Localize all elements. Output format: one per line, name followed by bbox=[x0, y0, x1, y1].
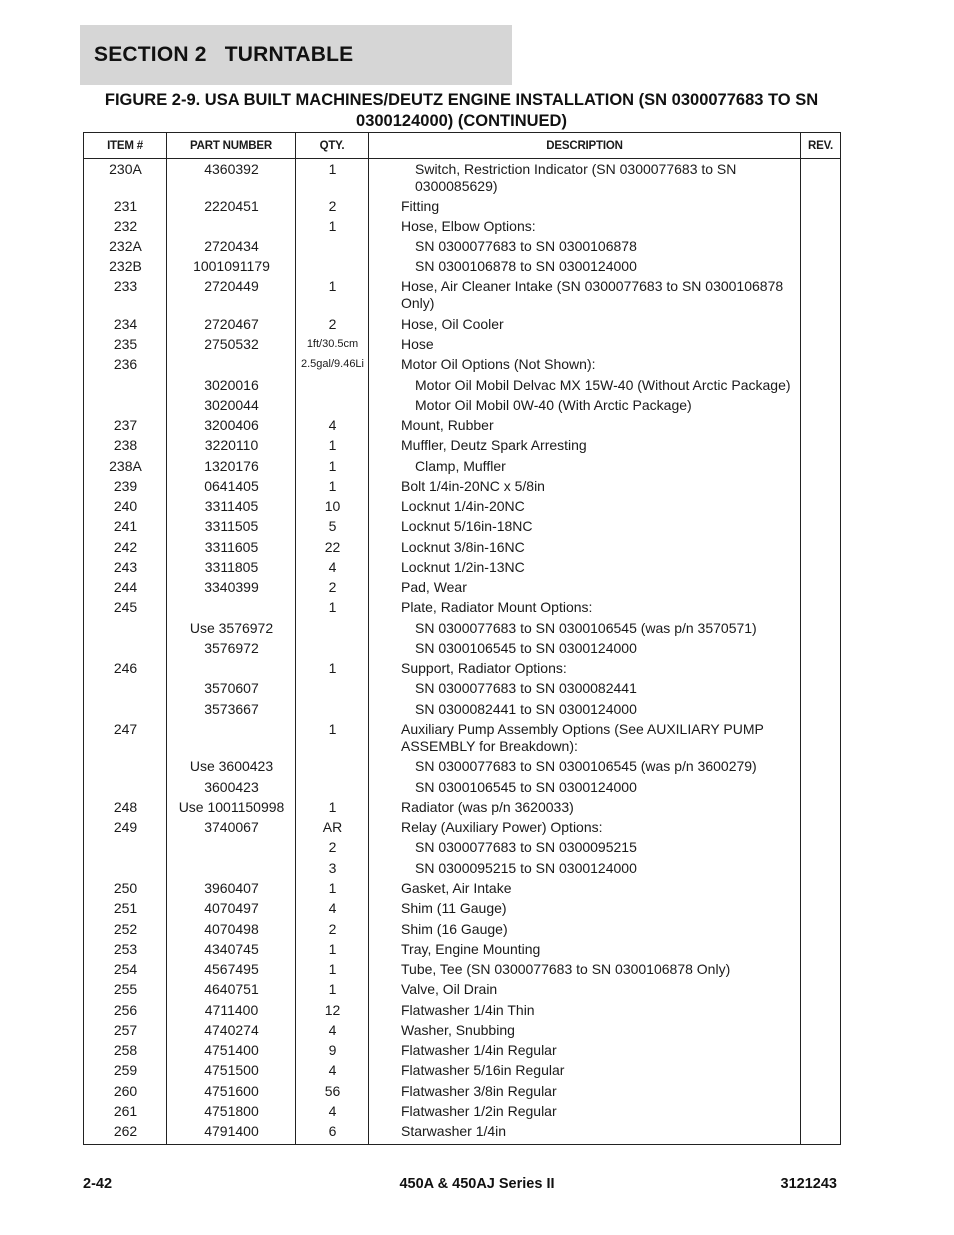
description-cell: SN 0300095215 to SN 0300124000 bbox=[415, 860, 637, 876]
qty-cell: 12 bbox=[324, 1002, 341, 1018]
part-number-cell: 4791400 bbox=[204, 1123, 259, 1139]
part-number-cell bbox=[167, 839, 296, 860]
qty-cell: 1 bbox=[328, 458, 337, 474]
description-cell: Tray, Engine Mounting bbox=[401, 941, 541, 957]
footer-page-number: 2-42 bbox=[83, 1176, 113, 1192]
qty-cell: 1 bbox=[328, 599, 337, 615]
footer-model: 450A & 450AJ Series II bbox=[399, 1176, 555, 1192]
part-number-cell: 3960407 bbox=[204, 880, 259, 896]
item-number-cell bbox=[84, 397, 167, 417]
description-cell: Flatwasher 3/8in Regular bbox=[401, 1083, 557, 1099]
qty-cell: 9 bbox=[328, 1042, 337, 1058]
table-row bbox=[84, 518, 840, 539]
rev-cell bbox=[801, 779, 840, 799]
header-item: ITEM # bbox=[84, 133, 167, 158]
qty-cell bbox=[296, 620, 369, 640]
item-number-cell: 257 bbox=[113, 1022, 138, 1038]
table-row bbox=[84, 1103, 840, 1123]
part-number-cell: 3311505 bbox=[204, 518, 259, 534]
item-number-cell: 254 bbox=[113, 961, 138, 977]
rev-cell bbox=[801, 458, 840, 478]
qty-cell bbox=[296, 680, 369, 701]
table-row bbox=[84, 498, 840, 518]
part-number-cell: 3573667 bbox=[204, 701, 259, 717]
qty-cell: 3 bbox=[328, 860, 337, 876]
rev-cell bbox=[801, 161, 840, 198]
part-number-cell bbox=[167, 721, 296, 758]
description-cell: SN 0300082441 to SN 0300124000 bbox=[415, 701, 637, 717]
table-row bbox=[84, 1062, 840, 1083]
part-number-cell: 3340399 bbox=[204, 579, 259, 595]
description-cell: SN 0300077683 to SN 0300106545 (was p/n 3570571) bbox=[415, 620, 757, 636]
description-cell: Hose bbox=[401, 336, 434, 352]
part-number-cell: 3311805 bbox=[204, 559, 259, 575]
rev-cell bbox=[801, 417, 840, 437]
rev-cell bbox=[801, 640, 840, 660]
table-row bbox=[84, 880, 840, 900]
part-number-cell: 4711400 bbox=[204, 1002, 259, 1018]
table-row bbox=[84, 620, 840, 640]
item-number-cell bbox=[84, 758, 167, 779]
description-cell: Washer, Snubbing bbox=[401, 1022, 515, 1038]
table-row bbox=[84, 721, 840, 758]
header-qty: QTY. bbox=[296, 133, 369, 158]
qty-cell bbox=[296, 238, 369, 258]
description-cell: SN 0300106545 to SN 0300124000 bbox=[415, 640, 637, 656]
table-row bbox=[84, 1083, 840, 1103]
table-row bbox=[84, 839, 840, 860]
description-cell: Motor Oil Mobil Delvac MX 15W-40 (Without Arctic Package) bbox=[415, 377, 791, 393]
table-row bbox=[84, 218, 840, 238]
description-cell: Starwasher 1/4in bbox=[401, 1123, 507, 1139]
rev-cell bbox=[801, 579, 840, 599]
rev-cell bbox=[801, 1123, 840, 1143]
rev-cell bbox=[801, 377, 840, 397]
item-number-cell: 248 bbox=[113, 799, 138, 815]
description-cell: Plate, Radiator Mount Options: bbox=[401, 599, 593, 615]
rev-cell bbox=[801, 941, 840, 961]
part-number-cell: 3200406 bbox=[204, 417, 259, 433]
rev-cell bbox=[801, 498, 840, 518]
item-number-cell: 238A bbox=[109, 458, 142, 474]
description-cell: Hose, Air Cleaner Intake (SN 0300077683 to SN 0300106878 Only) bbox=[401, 278, 784, 311]
part-number-cell bbox=[167, 599, 296, 620]
table-row bbox=[84, 356, 840, 377]
description-cell: Motor Oil Options (Not Shown): bbox=[401, 356, 596, 372]
description-cell: Hose, Elbow Options: bbox=[401, 218, 536, 234]
part-number-cell: 4740274 bbox=[204, 1022, 259, 1038]
description-cell: Shim (16 Gauge) bbox=[401, 921, 508, 937]
description-cell: Mount, Rubber bbox=[401, 417, 494, 433]
qty-cell bbox=[296, 397, 369, 417]
qty-cell: 4 bbox=[328, 1022, 337, 1038]
item-number-cell: 232A bbox=[109, 238, 142, 254]
part-number-cell: 3600423 bbox=[204, 779, 259, 795]
description-cell: Pad, Wear bbox=[401, 579, 467, 595]
part-number-cell: 3570607 bbox=[204, 680, 259, 696]
part-number-cell: Use 1001150998 bbox=[178, 799, 285, 815]
table-row bbox=[84, 198, 840, 218]
item-number-cell: 236 bbox=[113, 356, 138, 372]
part-number-cell: 4751800 bbox=[204, 1103, 259, 1119]
part-number-cell: 4340745 bbox=[204, 941, 259, 957]
item-number-cell: 245 bbox=[113, 599, 138, 615]
item-number-cell: 237 bbox=[113, 417, 138, 433]
item-number-cell bbox=[84, 620, 167, 640]
rev-cell bbox=[801, 559, 840, 579]
qty-cell: 2 bbox=[328, 839, 337, 855]
description-cell: Bolt 1/4in-20NC x 5/8in bbox=[401, 478, 545, 494]
description-cell: SN 0300077683 to SN 0300106878 bbox=[415, 238, 637, 254]
table-header bbox=[84, 133, 840, 159]
qty-cell: 56 bbox=[324, 1083, 341, 1099]
qty-cell bbox=[296, 779, 369, 799]
table-row bbox=[84, 941, 840, 961]
description-cell: Support, Radiator Options: bbox=[401, 660, 567, 676]
table-row bbox=[84, 1022, 840, 1042]
item-number-cell bbox=[84, 640, 167, 660]
description-cell: Flatwasher 1/4in Regular bbox=[401, 1042, 557, 1058]
rev-cell bbox=[801, 900, 840, 921]
rev-cell bbox=[801, 218, 840, 238]
table-row bbox=[84, 779, 840, 799]
item-number-cell: 241 bbox=[113, 518, 138, 534]
qty-cell: 1 bbox=[328, 799, 337, 815]
item-number-cell: 234 bbox=[113, 316, 138, 332]
rev-cell bbox=[801, 336, 840, 356]
rev-cell bbox=[801, 1022, 840, 1042]
table-row bbox=[84, 539, 840, 559]
description-cell: SN 0300077683 to SN 0300082441 bbox=[415, 680, 637, 696]
rev-cell bbox=[801, 599, 840, 620]
description-cell: Valve, Oil Drain bbox=[401, 981, 498, 997]
item-number-cell: 261 bbox=[113, 1103, 138, 1119]
item-number-cell: 239 bbox=[113, 478, 138, 494]
part-number-cell: 3740067 bbox=[204, 819, 259, 835]
rev-cell bbox=[801, 921, 840, 941]
qty-cell: 1 bbox=[328, 218, 337, 234]
description-cell: Locknut 1/4in-20NC bbox=[401, 498, 525, 514]
part-number-cell: 4567495 bbox=[204, 961, 259, 977]
table-row bbox=[84, 258, 840, 278]
qty-cell: 1 bbox=[328, 478, 337, 494]
qty-cell: 1 bbox=[328, 880, 337, 896]
description-cell: SN 0300106545 to SN 0300124000 bbox=[415, 779, 637, 795]
qty-cell: 1ft/30.5cm bbox=[306, 338, 359, 350]
table-row bbox=[84, 278, 840, 316]
item-number-cell: 251 bbox=[113, 900, 138, 916]
rev-cell bbox=[801, 518, 840, 539]
qty-cell: 4 bbox=[328, 1062, 337, 1078]
qty-cell: 1 bbox=[328, 941, 337, 957]
description-cell: Flatwasher 5/16in Regular bbox=[401, 1062, 565, 1078]
table-row bbox=[84, 921, 840, 941]
table-row bbox=[84, 437, 840, 458]
qty-cell: 6 bbox=[328, 1123, 337, 1139]
qty-cell: 1 bbox=[328, 721, 337, 737]
rev-cell bbox=[801, 238, 840, 258]
rev-cell bbox=[801, 799, 840, 819]
part-number-cell: 4751400 bbox=[204, 1042, 259, 1058]
item-number-cell: 233 bbox=[113, 278, 138, 294]
part-number-cell bbox=[167, 218, 296, 238]
item-number-cell: 253 bbox=[113, 941, 138, 957]
item-number-cell: 242 bbox=[113, 539, 138, 555]
description-cell: SN 0300077683 to SN 0300106545 (was p/n 3600279) bbox=[415, 758, 757, 774]
description-cell: Relay (Auxiliary Power) Options: bbox=[401, 819, 603, 835]
item-number-cell bbox=[84, 779, 167, 799]
description-cell: Switch, Restriction Indicator (SN 0300077683 to SN 0300085629) bbox=[415, 161, 737, 194]
qty-cell: 1 bbox=[328, 660, 337, 676]
item-number-cell: 246 bbox=[113, 660, 138, 676]
table-row bbox=[84, 1002, 840, 1022]
figure-title: FIGURE 2-9. USA BUILT MACHINES/DEUTZ ENGINE INSTALLATION (SN 0300077683 TO SN 0300124000) (CONTINUED) bbox=[104, 91, 819, 130]
qty-cell bbox=[296, 258, 369, 278]
description-cell: Hose, Oil Cooler bbox=[401, 316, 504, 332]
rev-cell bbox=[801, 397, 840, 417]
table-row bbox=[84, 559, 840, 579]
rev-cell bbox=[801, 839, 840, 860]
part-number-cell: 4070497 bbox=[204, 900, 259, 916]
rev-cell bbox=[801, 1103, 840, 1123]
item-number-cell bbox=[84, 839, 167, 860]
description-cell: Fitting bbox=[401, 198, 440, 214]
item-number-cell: 235 bbox=[113, 336, 138, 352]
item-number-cell: 231 bbox=[113, 198, 138, 214]
table-row bbox=[84, 819, 840, 839]
item-number-cell: 255 bbox=[113, 981, 138, 997]
qty-cell: 1 bbox=[328, 961, 337, 977]
qty-cell: 1 bbox=[328, 278, 337, 294]
rev-cell bbox=[801, 1062, 840, 1083]
item-number-cell: 232B bbox=[109, 258, 142, 274]
part-number-cell: 3020016 bbox=[204, 377, 259, 393]
item-number-cell: 240 bbox=[113, 498, 138, 514]
qty-cell: 2 bbox=[328, 579, 337, 595]
table-row bbox=[84, 316, 840, 336]
item-number-cell bbox=[84, 680, 167, 701]
item-number-cell: 252 bbox=[113, 921, 138, 937]
rev-cell bbox=[801, 478, 840, 498]
rev-cell bbox=[801, 819, 840, 839]
description-cell: Locknut 3/8in-16NC bbox=[401, 539, 525, 555]
part-number-cell: 1001091179 bbox=[193, 258, 270, 274]
part-number-cell bbox=[167, 860, 296, 880]
table-row bbox=[84, 900, 840, 921]
part-number-cell: 4751500 bbox=[204, 1062, 259, 1078]
part-number-cell: 2220451 bbox=[204, 198, 259, 214]
description-cell: Radiator (was p/n 3620033) bbox=[401, 799, 574, 815]
table-row bbox=[84, 238, 840, 258]
qty-cell: 22 bbox=[324, 539, 341, 555]
table-body bbox=[84, 159, 840, 1144]
rev-cell bbox=[801, 539, 840, 559]
description-cell: Shim (11 Gauge) bbox=[401, 900, 507, 916]
table-row bbox=[84, 701, 840, 721]
item-number-cell: 259 bbox=[113, 1062, 138, 1078]
qty-cell: 4 bbox=[328, 559, 337, 575]
description-cell: Muffler, Deutz Spark Arresting bbox=[401, 437, 587, 453]
part-number-cell: 2720449 bbox=[204, 278, 259, 294]
item-number-cell: 247 bbox=[113, 721, 138, 737]
rev-cell bbox=[801, 316, 840, 336]
part-number-cell: 1320176 bbox=[204, 458, 259, 474]
description-cell: Auxiliary Pump Assembly Options (See AUXILIARY PUMP ASSEMBLY for Breakdown): bbox=[401, 721, 764, 754]
table-row bbox=[84, 758, 840, 779]
header-part-number: PART NUMBER bbox=[167, 133, 296, 158]
description-cell: Clamp, Muffler bbox=[415, 458, 506, 474]
qty-cell bbox=[296, 758, 369, 779]
qty-cell: 1 bbox=[328, 161, 337, 177]
rev-cell bbox=[801, 1042, 840, 1062]
part-number-cell: 0641405 bbox=[204, 478, 259, 494]
item-number-cell: 243 bbox=[113, 559, 138, 575]
qty-cell: 4 bbox=[328, 417, 337, 433]
table-row bbox=[84, 981, 840, 1002]
part-number-cell: 2750532 bbox=[204, 336, 259, 352]
item-number-cell: 250 bbox=[113, 880, 138, 896]
qty-cell: 2.5gal/9.46Li bbox=[301, 358, 364, 370]
table-row bbox=[84, 336, 840, 356]
table-row bbox=[84, 640, 840, 660]
part-number-cell: Use 3600423 bbox=[189, 758, 274, 774]
description-cell: Flatwasher 1/2in Regular bbox=[401, 1103, 557, 1119]
qty-cell: 2 bbox=[328, 316, 337, 332]
rev-cell bbox=[801, 860, 840, 880]
part-number-cell: 2720467 bbox=[204, 316, 259, 332]
part-number-cell: Use 3576972 bbox=[189, 620, 274, 636]
item-number-cell: 238 bbox=[113, 437, 138, 453]
part-number-cell: 4640751 bbox=[204, 981, 259, 997]
item-number-cell bbox=[84, 860, 167, 880]
rev-cell bbox=[801, 356, 840, 377]
rev-cell bbox=[801, 961, 840, 981]
qty-cell: 10 bbox=[324, 498, 341, 514]
qty-cell: AR bbox=[322, 819, 343, 835]
rev-cell bbox=[801, 721, 840, 758]
rev-cell bbox=[801, 880, 840, 900]
part-number-cell: 4751600 bbox=[204, 1083, 259, 1099]
item-number-cell: 249 bbox=[113, 819, 138, 835]
part-number-cell: 3311405 bbox=[204, 498, 259, 514]
part-number-cell bbox=[167, 356, 296, 377]
rev-cell bbox=[801, 437, 840, 458]
part-number-cell: 4070498 bbox=[204, 921, 259, 937]
qty-cell: 2 bbox=[328, 921, 337, 937]
description-cell: SN 0300106878 to SN 0300124000 bbox=[415, 258, 637, 274]
item-number-cell: 244 bbox=[113, 579, 138, 595]
table-row bbox=[84, 579, 840, 599]
part-number-cell: 3020044 bbox=[204, 397, 259, 413]
qty-cell: 4 bbox=[328, 1103, 337, 1119]
table-row bbox=[84, 1123, 840, 1143]
part-number-cell bbox=[167, 660, 296, 680]
table-row bbox=[84, 961, 840, 981]
item-number-cell: 262 bbox=[113, 1123, 138, 1139]
rev-cell bbox=[801, 258, 840, 278]
item-number-cell: 232 bbox=[113, 218, 138, 234]
rev-cell bbox=[801, 620, 840, 640]
description-cell: Gasket, Air Intake bbox=[401, 880, 512, 896]
part-number-cell: 3220110 bbox=[204, 437, 259, 453]
item-number-cell: 258 bbox=[113, 1042, 138, 1058]
qty-cell bbox=[296, 701, 369, 721]
table-row bbox=[84, 161, 840, 198]
part-number-cell: 2720434 bbox=[204, 238, 259, 254]
table-row bbox=[84, 1042, 840, 1062]
header-description: DESCRIPTION bbox=[369, 133, 801, 158]
description-cell: SN 0300077683 to SN 0300095215 bbox=[415, 839, 637, 855]
table-row bbox=[84, 860, 840, 880]
description-cell: Locknut 5/16in-18NC bbox=[401, 518, 533, 534]
part-number-cell: 4360392 bbox=[204, 161, 259, 177]
rev-cell bbox=[801, 1083, 840, 1103]
item-number-cell bbox=[84, 377, 167, 397]
table-row bbox=[84, 458, 840, 478]
rev-cell bbox=[801, 278, 840, 316]
part-number-cell: 3576972 bbox=[204, 640, 259, 656]
section-title: SECTION 2 TURNTABLE bbox=[94, 43, 354, 66]
qty-cell: 1 bbox=[328, 437, 337, 453]
rev-cell bbox=[801, 981, 840, 1002]
item-number-cell: 256 bbox=[113, 1002, 138, 1018]
table-row bbox=[84, 680, 840, 701]
table-row bbox=[84, 799, 840, 819]
table-row bbox=[84, 660, 840, 680]
qty-cell: 1 bbox=[328, 981, 337, 997]
table-row bbox=[84, 417, 840, 437]
qty-cell: 5 bbox=[328, 518, 337, 534]
header-rev: REV. bbox=[808, 139, 833, 152]
rev-cell bbox=[801, 701, 840, 721]
section-header bbox=[80, 25, 512, 85]
description-cell: Motor Oil Mobil 0W-40 (With Arctic Package) bbox=[415, 397, 692, 413]
description-cell: Locknut 1/2in-13NC bbox=[401, 559, 525, 575]
description-cell: Flatwasher 1/4in Thin bbox=[401, 1002, 535, 1018]
item-number-cell: 260 bbox=[113, 1083, 138, 1099]
item-number-cell: 230A bbox=[109, 161, 142, 177]
qty-cell: 4 bbox=[328, 900, 337, 916]
part-number-cell: 3311605 bbox=[204, 539, 259, 555]
rev-cell bbox=[801, 680, 840, 701]
table-row bbox=[84, 599, 840, 620]
rev-cell bbox=[801, 660, 840, 680]
table-row bbox=[84, 377, 840, 397]
qty-cell bbox=[296, 377, 369, 397]
qty-cell: 2 bbox=[328, 198, 337, 214]
item-number-cell bbox=[84, 701, 167, 721]
footer-doc-number: 3121243 bbox=[780, 1176, 837, 1192]
qty-cell bbox=[296, 640, 369, 660]
description-cell: Tube, Tee (SN 0300077683 to SN 0300106878 Only) bbox=[401, 961, 731, 977]
table-row bbox=[84, 397, 840, 417]
parts-table bbox=[83, 132, 841, 1145]
rev-cell bbox=[801, 758, 840, 779]
rev-cell bbox=[801, 1002, 840, 1022]
table-row bbox=[84, 478, 840, 498]
rev-cell bbox=[801, 198, 840, 218]
